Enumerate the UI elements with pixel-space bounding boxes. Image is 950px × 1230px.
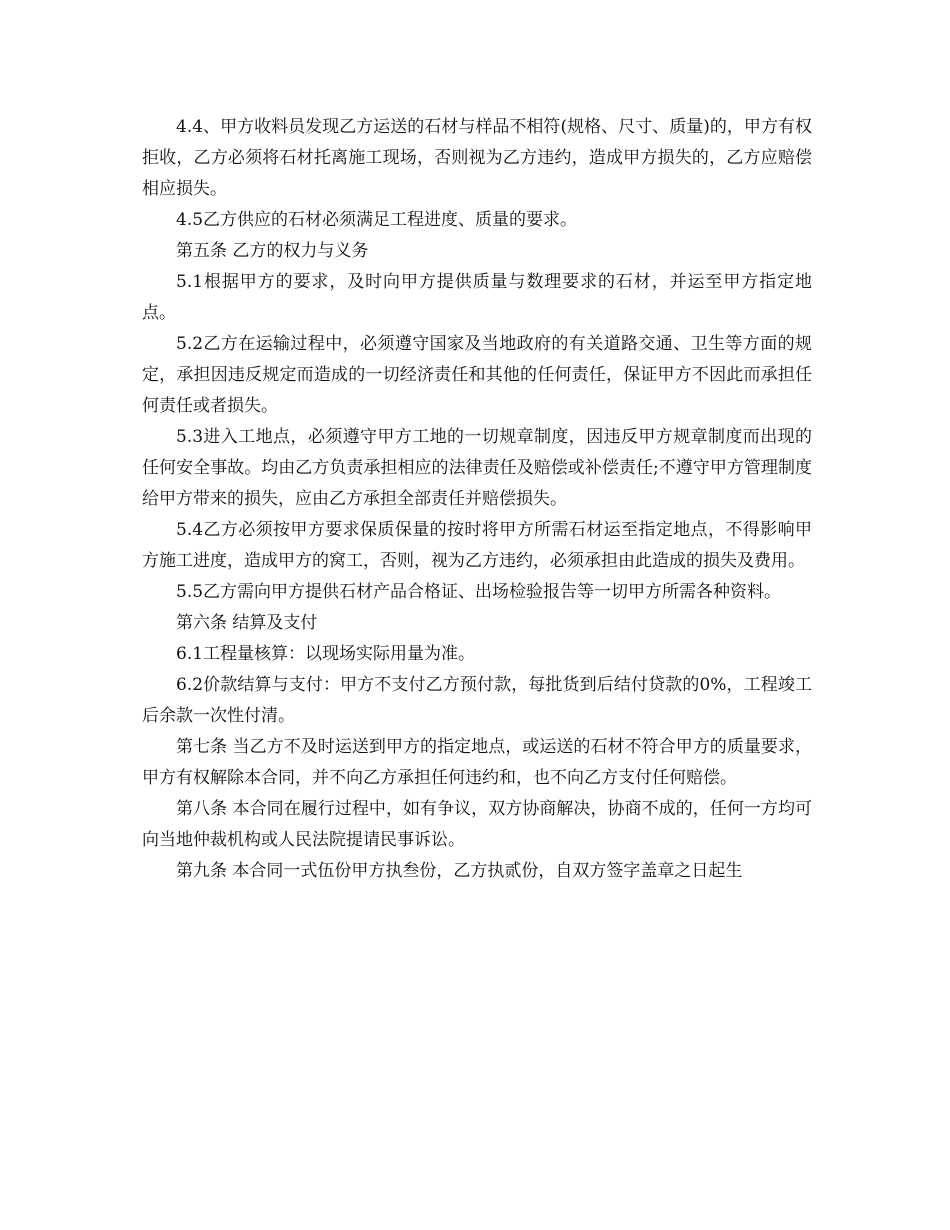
heading-article-6: 第六条 结算及支付	[176, 613, 318, 633]
paragraph-article-7: 第七条 当乙方不及时运送到甲方的指定地点，或运送的石材不符合甲方的质量要求，甲方有权解除本合同，并不向乙方承担任何违约和，也不向乙方支付任何赔偿。	[142, 737, 812, 788]
paragraph-6-2: 6.2价款结算与支付：甲方不支付乙方预付款，每批货到后结付贷款的0%，工程竣工后余款一次性付清。	[142, 675, 812, 726]
heading-article-5: 第五条 乙方的权力与义务	[176, 241, 369, 261]
paragraph-4-5: 4.5乙方供应的石材必须满足工程进度、质量的要求。	[176, 210, 578, 230]
paragraph-article-8: 第八条 本合同在履行过程中，如有争议，双方协商解决，协商不成的，任何一方均可向当地仲裁机构或人民法院提请民事诉讼。	[142, 799, 812, 850]
paragraph-5-4: 5.4乙方必须按甲方要求保质保量的按时将甲方所需石材运至指定地点，不得影响甲方施工进度，造成甲方的窝工，否则，视为乙方违约，必须承担由此造成的损失及费用。	[142, 520, 812, 571]
paragraph-5-2: 5.2乙方在运输过程中，必须遵守国家及当地政府的有关道路交通、卫生等方面的规定，承担因违反规定而造成的一切经济责任和其他的任何责任，保证甲方不因此而承担任何责任或者损失。	[142, 334, 812, 416]
paragraph-6-1: 6.1工程量核算：以现场实际用量为准。	[176, 644, 476, 664]
paragraph-4-4: 4.4、甲方收料员发现乙方运送的石材与样品不相符(规格、尺寸、质量)的，甲方有权拒收，乙方必须将石材托离施工现场，否则视为乙方违约，造成甲方损失的，乙方应赔偿相应损失。	[142, 117, 812, 199]
paragraph-5-1: 5.1根据甲方的要求，及时向甲方提供质量与数理要求的石材，并运至甲方指定地点。	[142, 272, 812, 323]
paragraph-5-5: 5.5乙方需向甲方提供石材产品合格证、出场检验报告等一切甲方所需各种资料。	[176, 582, 782, 602]
document-body	[142, 112, 812, 887]
paragraph-5-3: 5.3进入工地点，必须遵守甲方工地的一切规章制度，因违反甲方规章制度而出现的任何安全事故。均由乙方负责承担相应的法律责任及赔偿或补偿责任;不遵守甲方管理制度给甲方带来的损失，应由乙方承担全部责任并赔偿损失。	[142, 427, 812, 509]
paragraph-article-9: 第九条 本合同一式伍份甲方执叁份，乙方执贰份，自双方签字盖章之日起生	[176, 861, 743, 881]
